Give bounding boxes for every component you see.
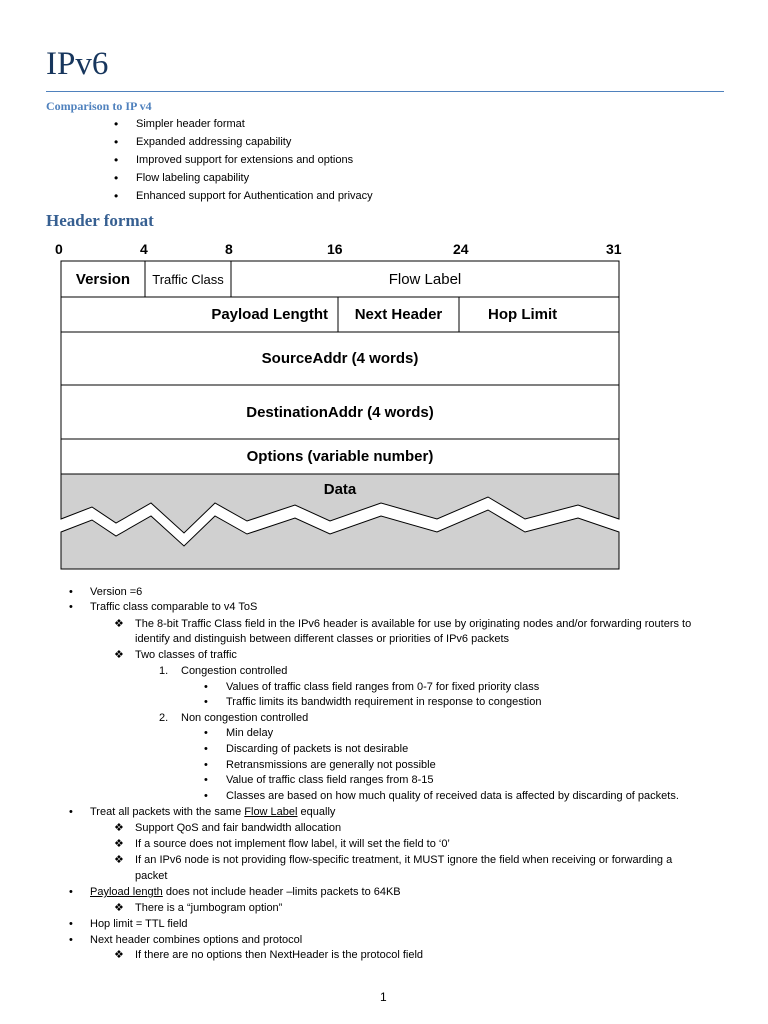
list-item: • Simpler header format — [0, 115, 373, 133]
note-text: Two classes of traffic — [135, 649, 237, 661]
list-number: 2. — [159, 712, 169, 724]
flow-label-term: Flow Label — [244, 806, 298, 818]
note-text: Treat all packets with the same — [90, 806, 245, 818]
hop-limit-label: Hop Limit — [488, 306, 558, 323]
section-heading-header-format: Header format — [46, 211, 154, 230]
note-text: Min delay — [226, 727, 274, 739]
bullet-icon: • — [69, 806, 73, 818]
note-text: identify and distinguish between different classes or priorities of IPv6 packets — [135, 633, 509, 645]
note-text: Discarding of packets is not desirable — [226, 743, 409, 755]
bit-label: 24 — [453, 241, 469, 257]
bullet-icon: • — [204, 696, 208, 708]
bullet-icon: • — [204, 790, 208, 802]
bit-label: 4 — [140, 241, 148, 257]
source-address-field: SourceAddr (4 words) — [261, 350, 419, 367]
list-item: • Enhanced support for Authentication and privacy — [0, 187, 373, 205]
page-number: 1 — [380, 990, 387, 1004]
note-text: Values of traffic class field ranges from 0-7 for fixed priority class — [226, 681, 540, 693]
diamond-bullet-icon: ❖ — [114, 902, 124, 914]
note-text: equally — [297, 806, 336, 818]
note-text: If there are no options then NextHeader is the protocol field — [135, 949, 424, 961]
note-text: Traffic class comparable to v4 ToS — [90, 601, 258, 613]
bullet-icon: • — [69, 601, 73, 613]
hop-limit-field — [459, 297, 619, 332]
bullet-icon: • — [204, 759, 208, 771]
flow-label-field: Flow Label — [388, 270, 462, 288]
note-flow-label — [90, 805, 335, 819]
bullet-icon: • — [69, 586, 73, 598]
note-text: If an IPv6 node is not providing flow-specific treatment, it MUST ignore the field when receiving or forwarding a — [135, 854, 673, 866]
bullet-icon: • — [69, 918, 73, 930]
data-label: Data — [323, 480, 357, 498]
diamond-bullet-icon: ❖ — [114, 618, 124, 630]
next-header-field: Next Header — [354, 306, 443, 323]
bit-label: 16 — [327, 241, 343, 257]
diamond-bullet-icon: ❖ — [114, 949, 124, 961]
note-text: Classes are based on how much quality of received data is affected by discarding of packets. — [226, 790, 679, 802]
bullet-icon: • — [204, 743, 208, 755]
list-item: • Expanded addressing capability — [0, 133, 373, 151]
bullet-icon: • — [204, 681, 208, 693]
bit-label: 0 — [55, 241, 63, 257]
payload-length-term: Payload length — [90, 886, 163, 898]
diamond-bullet-icon: ❖ — [114, 822, 124, 834]
diamond-bullet-icon: ❖ — [114, 854, 124, 866]
note-text: Support QoS and fair bandwidth allocation — [135, 822, 342, 834]
note-text: packet — [135, 870, 168, 882]
version-field: Version — [75, 270, 131, 288]
traffic-class-field: Traffic Class — [152, 271, 224, 287]
bullet-icon: • — [204, 727, 208, 739]
note-text: There is a “jumbogram option” — [135, 902, 283, 914]
note-text: Traffic limits its bandwidth requirement in response to congestion — [226, 696, 542, 708]
options-field: Options (variable number) — [246, 448, 434, 465]
note-text: The 8-bit Traffic Class field in the IPv6 header is available for use by originating nodes and/or forwarding routers to — [135, 618, 692, 630]
list-item: • Improved support for extensions and options — [0, 151, 373, 169]
payload-length-label: Payload Lengtht — [211, 306, 328, 323]
payload-length-field — [61, 297, 338, 332]
list-number: 1. — [159, 665, 169, 677]
bullet-icon: • — [204, 774, 208, 786]
bullet-icon: • — [69, 886, 73, 898]
diamond-bullet-icon: ❖ — [114, 649, 124, 661]
note-text: Next header combines options and protocol — [90, 934, 303, 946]
page-title: IPv6 — [46, 46, 109, 82]
note-text: Retransmissions are generally not possible — [226, 759, 436, 771]
data-region-bottom — [61, 510, 619, 569]
section-heading-comparison: Comparison to IP v4 — [46, 99, 152, 113]
bit-label: 31 — [606, 241, 622, 257]
note-payload-length — [90, 885, 401, 899]
note-text: Non congestion controlled — [181, 712, 309, 724]
note-text: If a source does not implement flow label, it will set the field to ‘0’ — [135, 838, 450, 850]
destination-address-field: DestinationAddr (4 words) — [246, 403, 434, 421]
bullet-icon: • — [69, 934, 73, 946]
note-text: Hop limit = TTL field — [90, 918, 188, 930]
bit-label: 8 — [225, 241, 233, 257]
list-item: • Flow labeling capability — [0, 169, 373, 187]
note-text: does not include header –limits packets to 64KB — [162, 886, 401, 898]
note-text: Value of traffic class field ranges from 8-15 — [226, 774, 434, 786]
note-text: Congestion controlled — [181, 665, 288, 677]
diamond-bullet-icon: ❖ — [114, 838, 124, 850]
note-text: Version =6 — [90, 586, 143, 598]
